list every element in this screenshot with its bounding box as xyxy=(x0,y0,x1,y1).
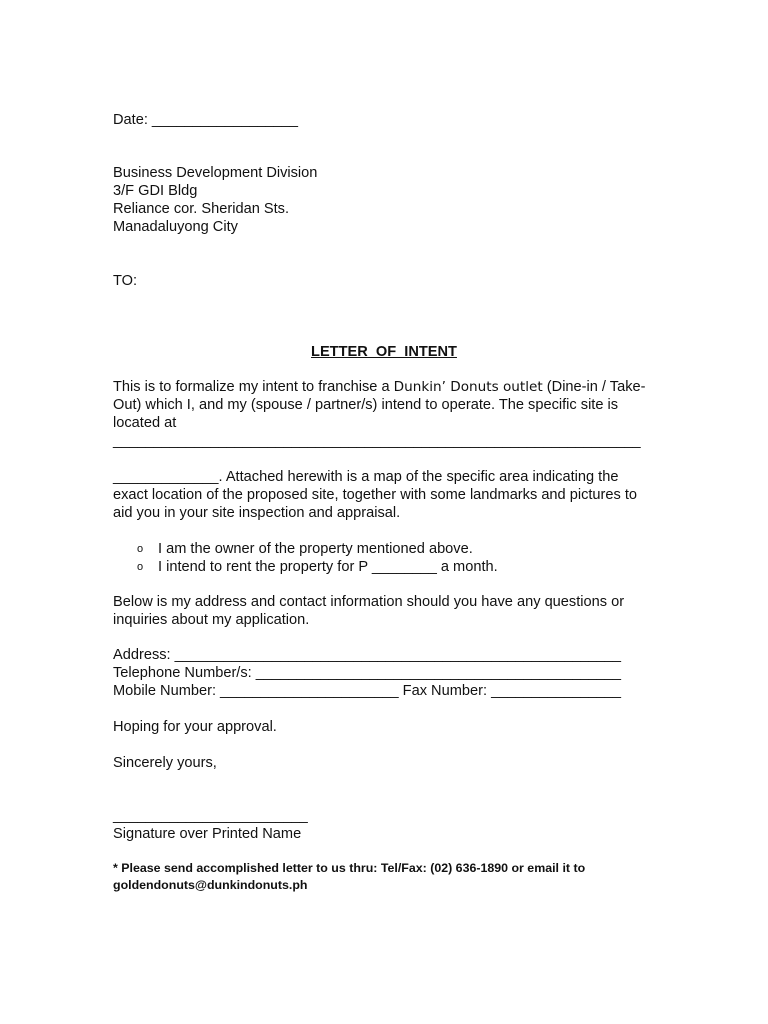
address-line-2: 3/F GDI Bldg xyxy=(113,183,198,199)
address-line-3: Reliance cor. Sheridan Sts. xyxy=(113,201,290,217)
intro-line-2: Out) which I, and my (spouse / partner/s) intend to operate. The specific site is xyxy=(113,397,619,413)
address-line-4: Manadaluyong City xyxy=(113,219,238,235)
intro-line-1-start: This is to formalize my intent to franchise a xyxy=(113,379,394,395)
contact-intro-line-1: Below is my address and contact information should you have any questions or xyxy=(113,594,625,610)
intro-line-3: located at xyxy=(113,415,177,431)
salutation: Sincerely yours, xyxy=(113,755,217,771)
mobile-fax-field: Mobile Number: ______________________ Fax Number: ________________ xyxy=(113,683,621,699)
address-field: Address: _______________________________________________________ xyxy=(113,647,622,663)
contact-intro-line-2: inquiries about my application. xyxy=(113,612,310,628)
address-line-1: Business Development Division xyxy=(113,165,318,181)
telephone-field: Telephone Number/s: _____________________________________________ xyxy=(113,665,622,681)
to-line: TO: xyxy=(113,273,138,289)
bullet-icon: o xyxy=(137,561,144,573)
attached-line-1: _____________. Attached herewith is a map of the specific area indicating the xyxy=(113,469,619,485)
bullet-icon: o xyxy=(137,543,144,555)
signature-label: Signature over Printed Name xyxy=(113,826,302,842)
site-blank-line: _________________________________________________________________ xyxy=(113,433,641,449)
letter-title: LETTER OF INTENT xyxy=(311,344,457,360)
option-owner: I am the owner of the property mentioned above. xyxy=(158,541,473,557)
signature-line: ________________________ xyxy=(113,808,308,824)
attached-line-2: exact location of the proposed site, together with some landmarks and pictures to xyxy=(113,487,638,503)
attached-line-3: aid you in your site inspection and appraisal. xyxy=(113,505,401,521)
brand-name: Dunkin’ Donuts outlet xyxy=(393,379,543,395)
intro-line-1-end: (Dine-in / Take- xyxy=(542,379,646,395)
option-rent: I intend to rent the property for P ________ a month. xyxy=(158,559,498,575)
intro-line-1 xyxy=(113,378,645,396)
date-line: Date: __________________ xyxy=(113,112,299,128)
footnote-email: goldendonuts@dunkindonuts.ph xyxy=(113,878,308,892)
closing-line: Hoping for your approval. xyxy=(113,719,277,735)
footnote-line-1: * Please send accomplished letter to us thru: Tel/Fax: (02) 636-1890 or email it to xyxy=(113,861,586,875)
